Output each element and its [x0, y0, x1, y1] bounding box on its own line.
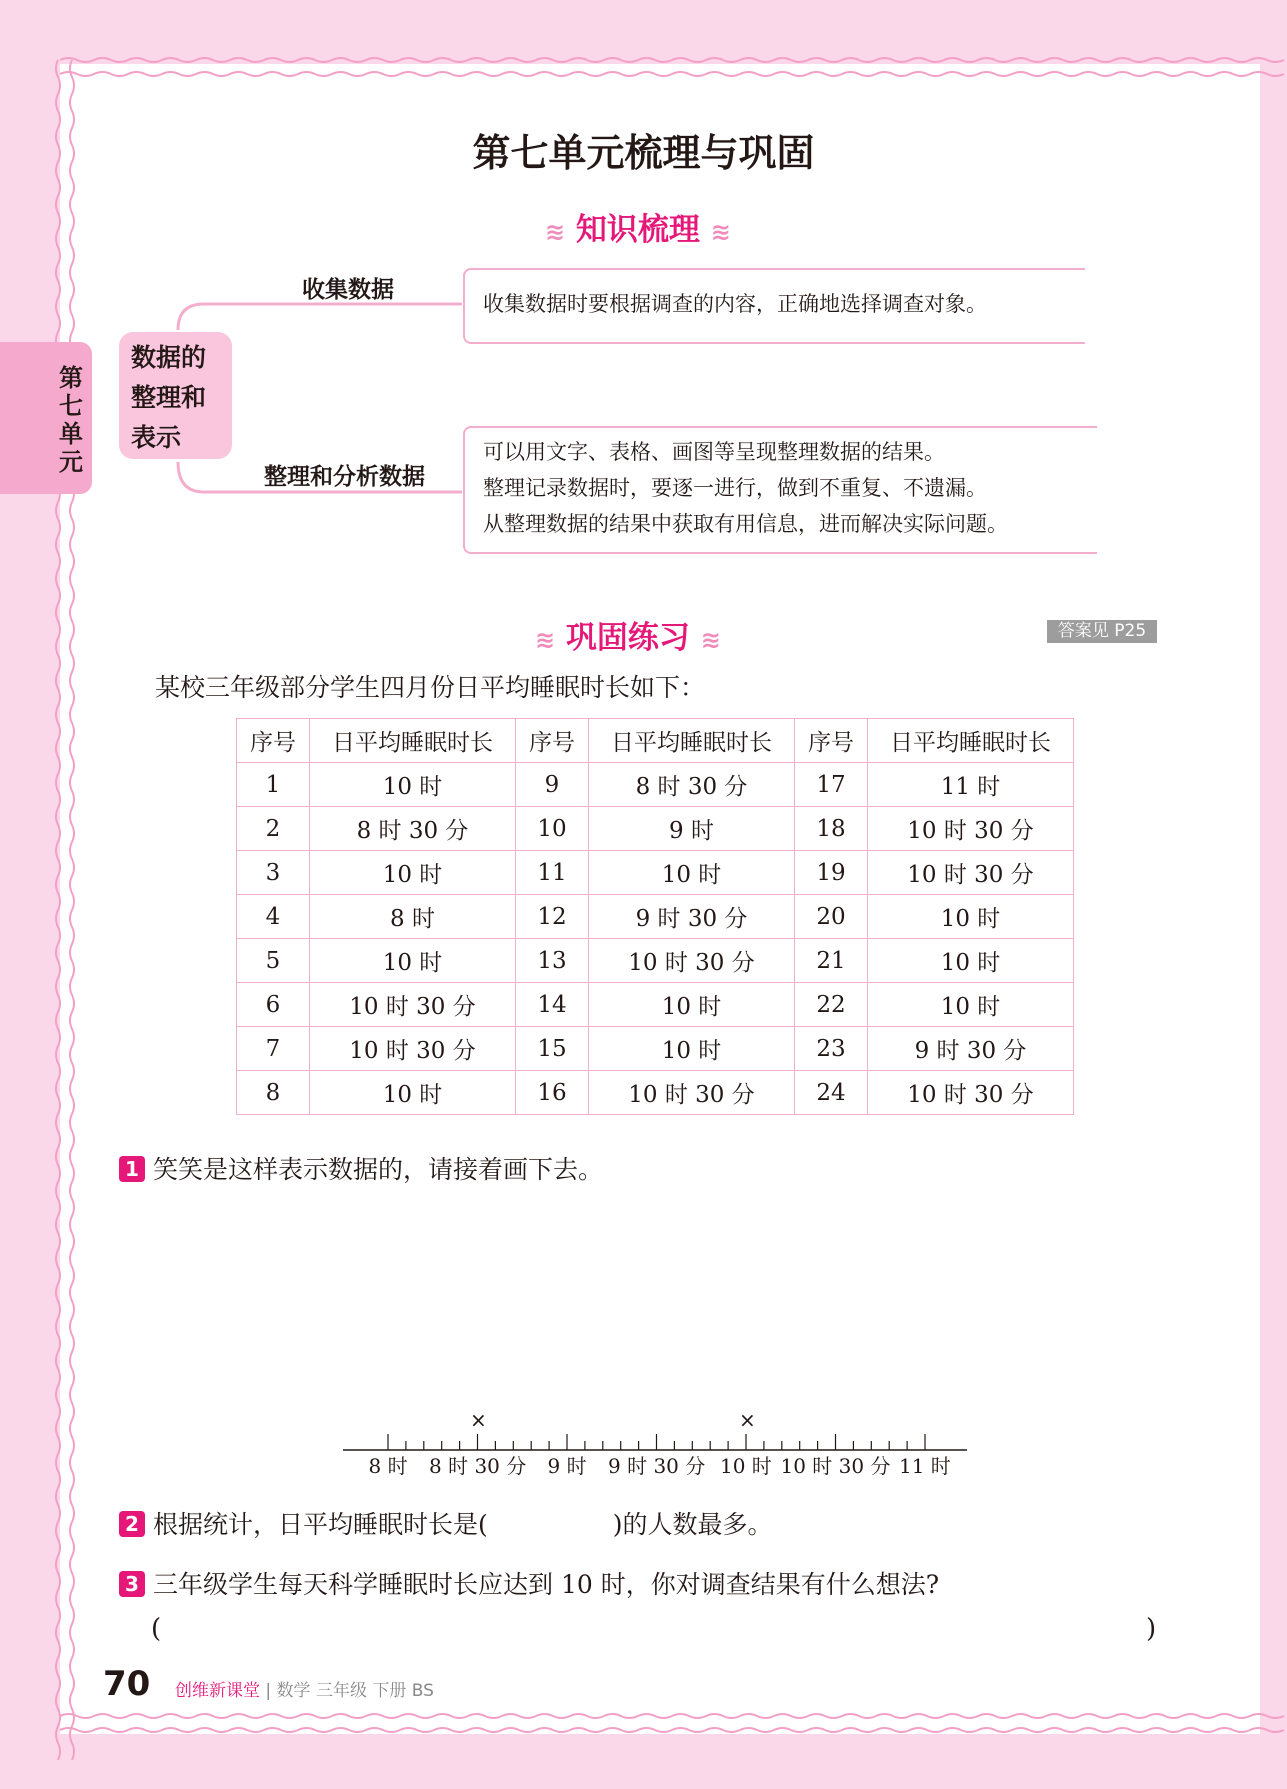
table-cell: 20 [795, 895, 868, 939]
footer-separator: | [265, 1681, 272, 1701]
table-cell: 11 [516, 851, 589, 895]
branch-collect-label: 收集数据 [302, 277, 394, 303]
table-cell: 1 [237, 763, 310, 807]
axis-tick-label: 10 时 [720, 1454, 772, 1478]
wave-ornament-icon: ≋ [535, 626, 556, 654]
table-cell: 10 时 [310, 1071, 516, 1115]
table-cell: 5 [237, 939, 310, 983]
footer-info [175, 1676, 434, 1701]
knowledge-section-title: 知识梳理 [575, 212, 700, 248]
table-cell: 23 [795, 1027, 868, 1071]
question-1-text: 笑笑是这样表示数据的，请接着画下去。 [153, 1155, 604, 1184]
practice-intro: 某校三年级部分学生四月份日平均睡眠时长如下： [155, 673, 706, 702]
table-cell: 14 [516, 983, 589, 1027]
axis-tick-label: 8 时 [368, 1454, 408, 1478]
number-line-ticks [388, 1434, 925, 1450]
table-header-cell: 日平均睡眠时长 [310, 719, 516, 763]
question-3-text: 三年级学生每天科学睡眠时长应达到 10 时，你对调查结果有什么想法? [153, 1570, 940, 1599]
table-cell: 10 时 [310, 851, 516, 895]
branch-analyze-line: 从整理数据的结果中获取有用信息，进而解决实际问题。 [483, 512, 1008, 536]
data-cross-mark: × [739, 1408, 756, 1432]
axis-tick-label: 9 时 30 分 [608, 1454, 706, 1478]
table-header-cell: 序号 [795, 719, 868, 763]
question-3 [119, 1565, 939, 1601]
table-cell: 22 [795, 983, 868, 1027]
table-cell: 10 时 30 分 [868, 807, 1074, 851]
table-cell: 10 时 30 分 [589, 939, 795, 983]
answer-input-area[interactable] [172, 1614, 1142, 1644]
table-cell: 6 [237, 983, 310, 1027]
table-cell: 10 时 [310, 763, 516, 807]
page-number: 70 [103, 1664, 151, 1704]
wave-ornament-icon: ≋ [710, 218, 731, 246]
question-2-text-before: 根据统计，日平均睡眠时长是( [153, 1510, 488, 1539]
unit-side-tab-label: 第七单元 [59, 364, 83, 476]
table-cell: 4 [237, 895, 310, 939]
table-header-cell: 日平均睡眠时长 [868, 719, 1074, 763]
branch-analyze-label: 整理和分析数据 [264, 464, 425, 490]
footer-meta: 数学 三年级 下册 BS [276, 1681, 434, 1701]
table-cell: 8 时 30 分 [589, 763, 795, 807]
table-cell: 15 [516, 1027, 589, 1071]
axis-tick-label: 11 时 [899, 1454, 951, 1478]
table-cell: 10 时 30 分 [310, 1027, 516, 1071]
table-cell: 9 时 30 分 [589, 895, 795, 939]
table-header-cell: 日平均睡眠时长 [589, 719, 795, 763]
axis-tick-label: 9 时 [547, 1454, 587, 1478]
branch-collect-text: 收集数据时要根据调查的内容，正确地选择调查对象。 [483, 292, 987, 316]
axis-tick-label: 8 时 30 分 [429, 1454, 527, 1478]
branch-analyze-line: 整理记录数据时，要逐一进行，做到不重复、不遗漏。 [483, 476, 987, 500]
question-2-text-after: )的人数最多。 [612, 1510, 773, 1539]
wave-ornament-icon: ≋ [545, 218, 566, 246]
branch-analyze-line: 可以用文字、表格、画图等呈现整理数据的结果。 [483, 440, 945, 464]
question-number-badge: 3 [119, 1571, 145, 1597]
table-cell: 10 时 [589, 1027, 795, 1071]
mindmap-center-label: 数据的整理和表示 [131, 343, 207, 452]
table-cell: 10 时 30 分 [589, 1071, 795, 1115]
question-number-badge: 2 [119, 1511, 145, 1537]
table-cell: 17 [795, 763, 868, 807]
table-cell: 10 时 [868, 983, 1074, 1027]
table-cell: 16 [516, 1071, 589, 1115]
table-cell: 9 时 [589, 807, 795, 851]
question-2 [119, 1505, 773, 1541]
table-cell: 8 时 30 分 [310, 807, 516, 851]
table-cell: 24 [795, 1071, 868, 1115]
table-cell: 7 [237, 1027, 310, 1071]
table-cell: 12 [516, 895, 589, 939]
table-cell: 10 [516, 807, 589, 851]
table-cell: 8 [237, 1071, 310, 1115]
answer-close-paren: ) [1146, 1614, 1157, 1644]
table-cell: 18 [795, 807, 868, 851]
table-header-cell: 序号 [237, 719, 310, 763]
table-cell: 10 时 [310, 939, 516, 983]
table-cell: 11 时 [868, 763, 1074, 807]
table-cell: 9 [516, 763, 589, 807]
table-cell: 10 时 30 分 [868, 1071, 1074, 1115]
answer-reference-badge: 答案见 P25 [1047, 620, 1157, 643]
wave-ornament-icon: ≋ [700, 626, 721, 654]
data-cross-mark: × [470, 1408, 487, 1432]
table-cell: 9 时 30 分 [868, 1027, 1074, 1071]
table-cell: 10 时 [589, 851, 795, 895]
question-number-badge: 1 [119, 1156, 145, 1182]
footer-brand: 创维新课堂 [175, 1681, 260, 1701]
table-cell: 10 时 [589, 983, 795, 1027]
table-cell: 19 [795, 851, 868, 895]
table-cell: 13 [516, 939, 589, 983]
table-cell: 3 [237, 851, 310, 895]
table-cell: 10 时 [868, 939, 1074, 983]
table-cell: 10 时 [868, 895, 1074, 939]
axis-tick-label: 10 时 30 分 [780, 1454, 891, 1478]
table-header-cell: 序号 [516, 719, 589, 763]
table-cell: 2 [237, 807, 310, 851]
page-title: 第七单元梳理与巩固 [472, 131, 815, 175]
table-cell: 10 时 30 分 [868, 851, 1074, 895]
table-cell: 10 时 30 分 [310, 983, 516, 1027]
table-cell: 8 时 [310, 895, 516, 939]
practice-section-title: 巩固练习 [565, 620, 690, 656]
table-cell: 21 [795, 939, 868, 983]
answer-open-paren: ( [151, 1614, 162, 1644]
